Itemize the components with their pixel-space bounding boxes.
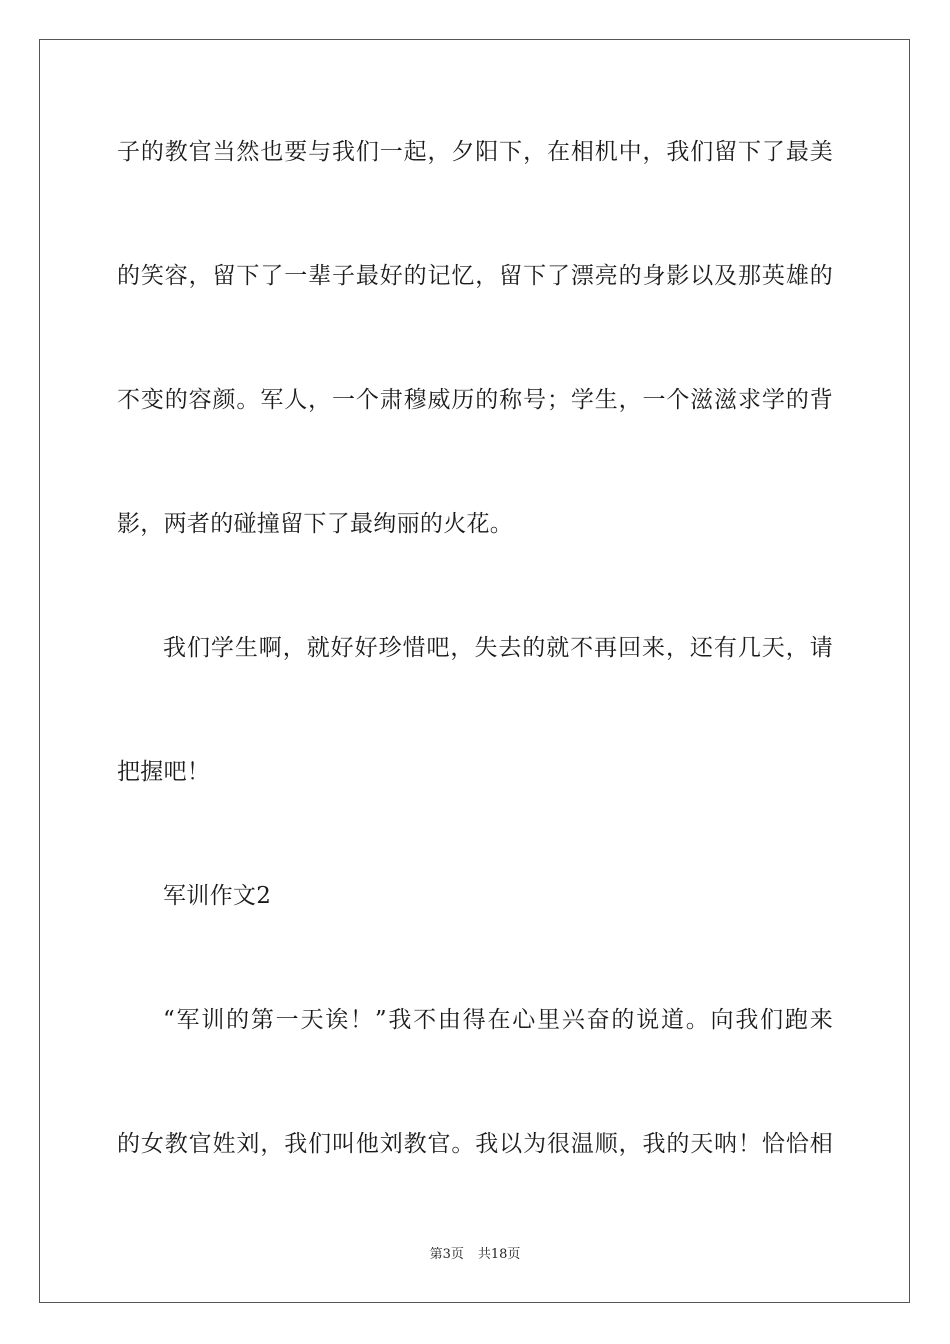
text-line: 的女教官姓刘，我们叫他刘教官。我以为很温顺，我的天呐！恰恰相 xyxy=(117,1131,833,1157)
paragraph-first-line: 我们学生啊，就好好珍惜吧，失去的就不再回来，还有几天，请 xyxy=(163,635,833,661)
section-heading: 军训作文2 xyxy=(163,883,272,909)
page-frame xyxy=(39,39,910,1303)
text-line: 不变的容颜。军人，一个肃穆威历的称号；学生，一个滋滋求学的背 xyxy=(117,387,833,413)
page-number: 第3页 xyxy=(429,1247,464,1262)
text-line: 子的教官当然也要与我们一起，夕阳下，在相机中，我们留下了最美 xyxy=(117,139,833,165)
text-line: 把握吧！ xyxy=(117,759,211,785)
page-footer xyxy=(0,1245,950,1265)
text-line: 的笑容，留下了一辈子最好的记忆，留下了漂亮的身影以及那英雄的 xyxy=(117,263,833,289)
paragraph-first-line: “军训的第一天诶！”我不由得在心里兴奋的说道。向我们跑来 xyxy=(163,1007,833,1033)
page-total: 共18页 xyxy=(477,1247,521,1262)
text-line: 影，两者的碰撞留下了最绚丽的火花。 xyxy=(117,511,514,537)
